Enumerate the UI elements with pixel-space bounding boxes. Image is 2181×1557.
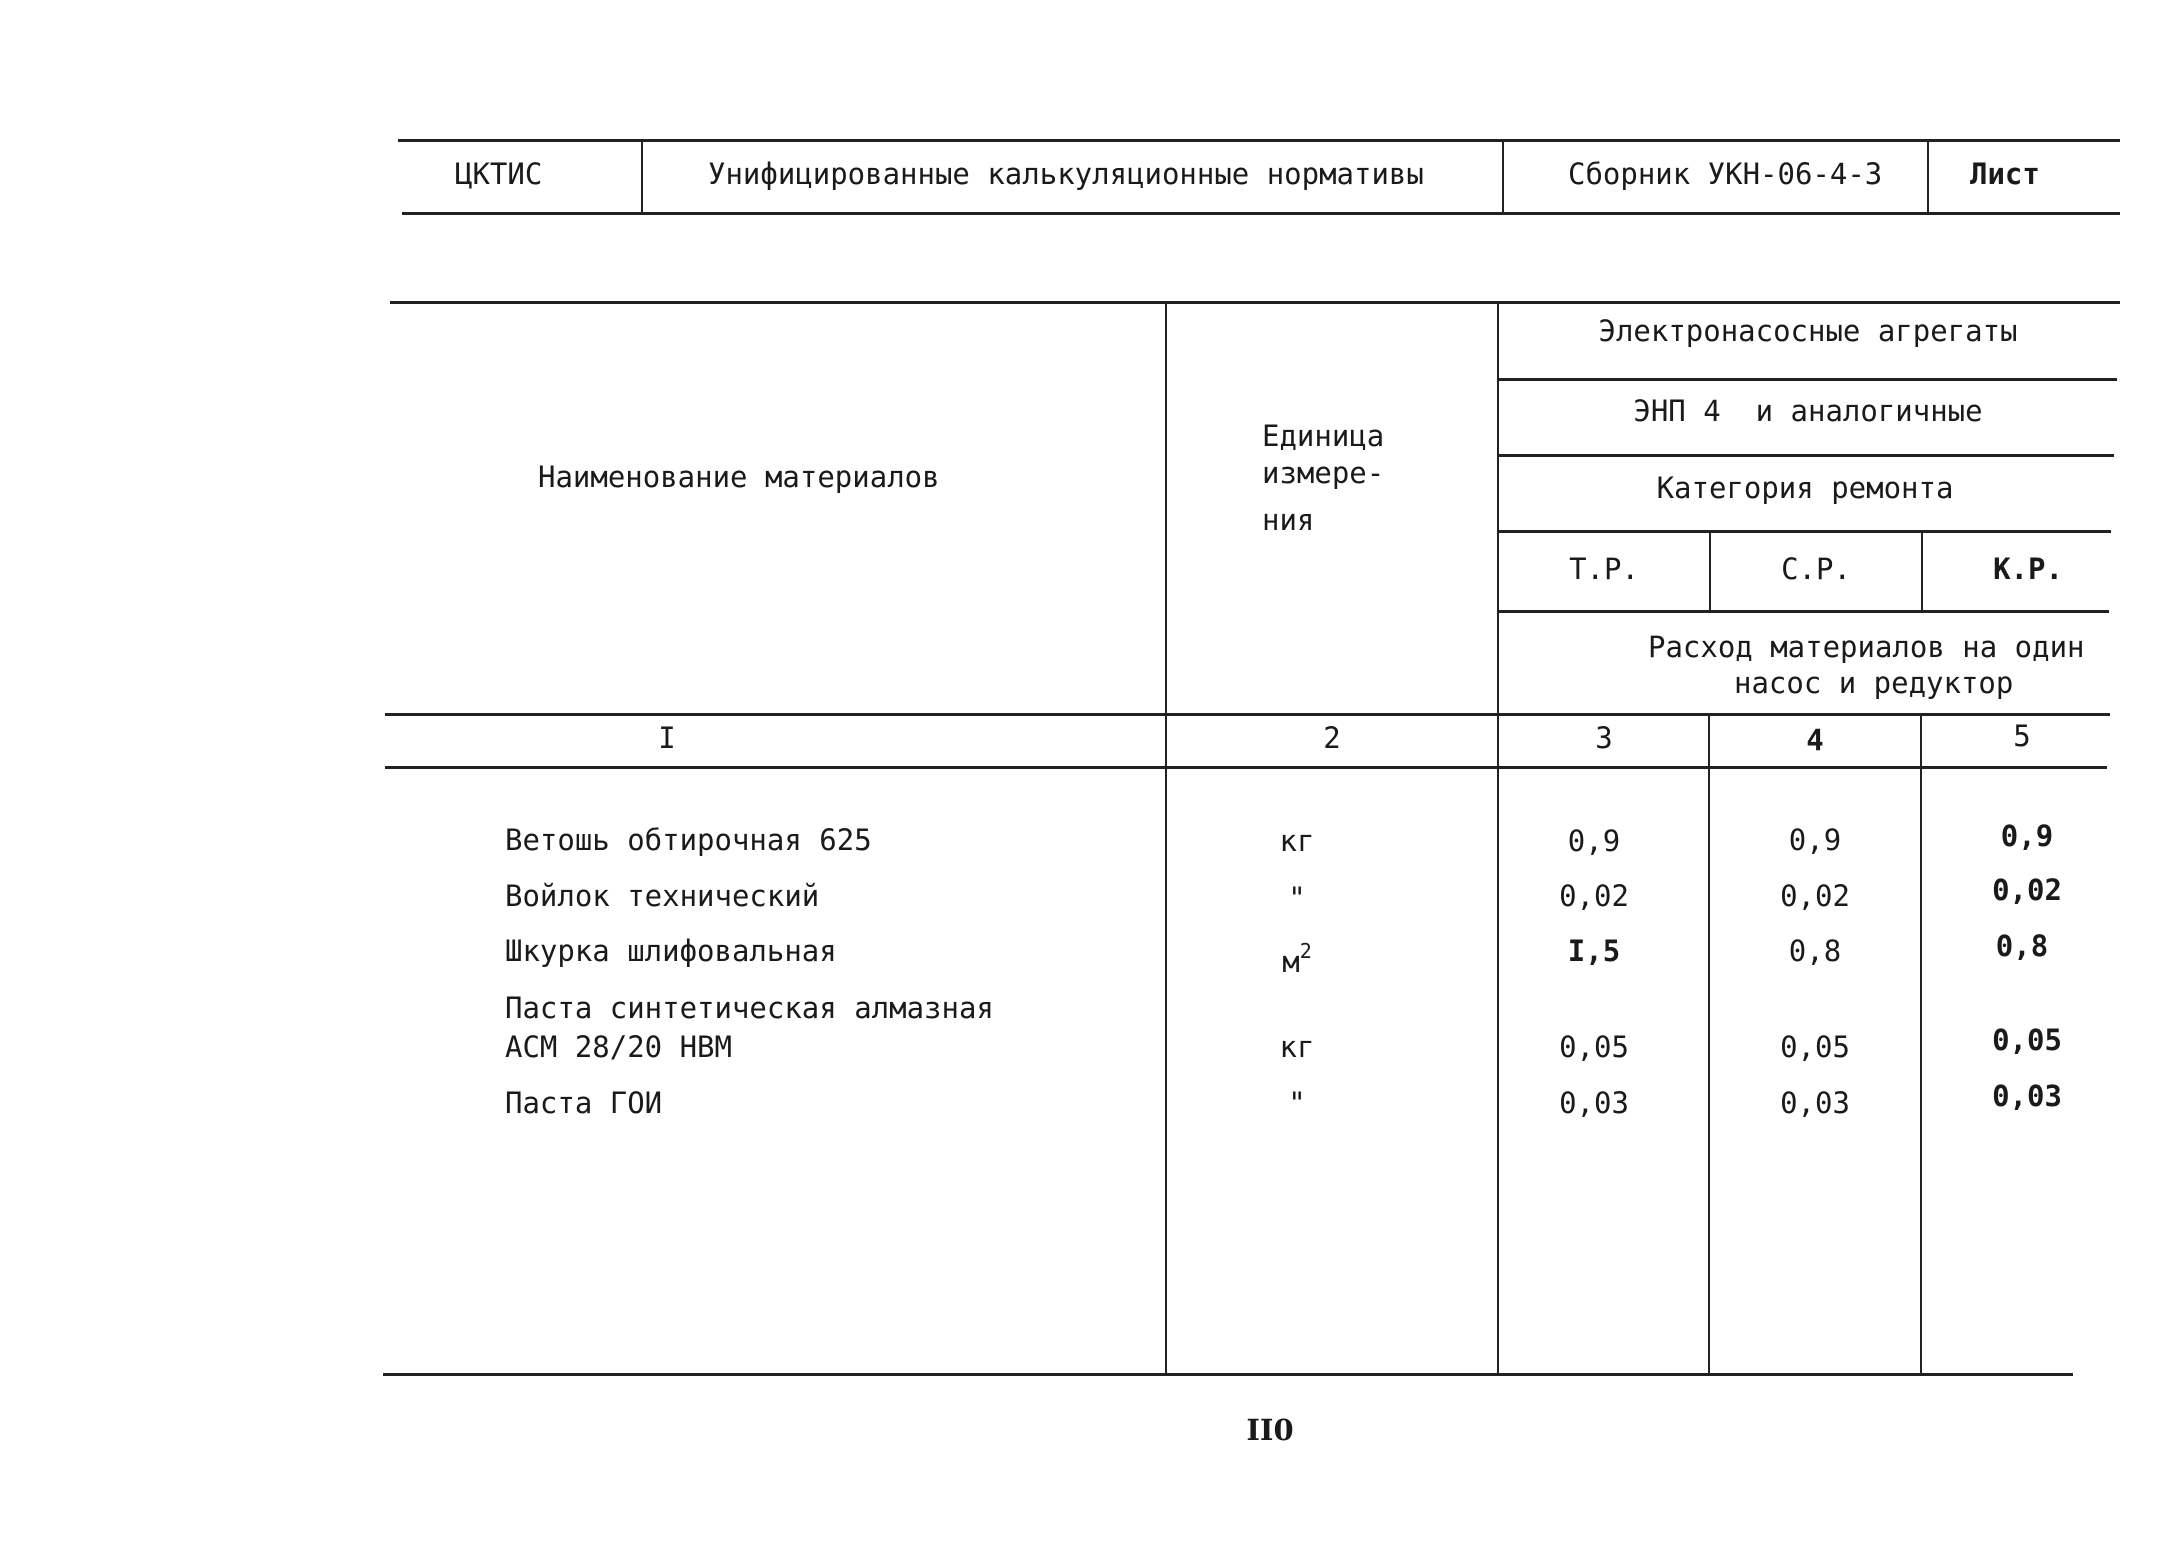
category-sr: С.Р. bbox=[1781, 552, 1851, 586]
material-unit: " bbox=[1288, 881, 1306, 915]
value-sr: 0,02 bbox=[1780, 879, 1850, 913]
consumption-header-line: насос и редуктор bbox=[1734, 666, 2014, 700]
column-number: 2 bbox=[1323, 721, 1341, 755]
table-top-rule bbox=[390, 301, 2120, 304]
column-number: I bbox=[658, 721, 676, 755]
material-unit: " bbox=[1288, 1086, 1306, 1120]
value-sr: 0,9 bbox=[1788, 823, 1842, 857]
category-header: Категория ремонта bbox=[1656, 471, 1954, 505]
category-values-rule bbox=[1499, 610, 2109, 613]
header-bottom-table-rule bbox=[385, 713, 2110, 716]
material-unit: м bbox=[1282, 945, 1300, 979]
col-unit-header-line: ния bbox=[1262, 503, 1315, 537]
material-unit: кг bbox=[1279, 824, 1315, 858]
value-tr: 0,9 bbox=[1567, 824, 1621, 858]
table-bottom-rule bbox=[383, 1373, 2073, 1376]
group-header: Электронасосные агрегаты bbox=[1598, 314, 2018, 348]
model-rule bbox=[1499, 454, 2114, 457]
column-number: 5 bbox=[2013, 719, 2031, 753]
page-number: II0 bbox=[1246, 1413, 1294, 1447]
value-tr: 0,02 bbox=[1559, 879, 1629, 913]
material-name: Паста ГОИ bbox=[505, 1086, 663, 1120]
value-tr: I,5 bbox=[1567, 934, 1621, 968]
material-name: Паста синтетическая алмазная bbox=[505, 991, 994, 1025]
header-title: Унифицированные калькуляционные нормативы bbox=[708, 157, 1424, 191]
consumption-header-line: Расход материалов на один bbox=[1648, 630, 2085, 664]
value-kr: 0,8 bbox=[1995, 929, 2049, 963]
material-name: Войлок технический bbox=[505, 879, 820, 913]
header-collection: Сборник УКН-06-4-3 bbox=[1568, 157, 1883, 191]
material-unit-superscript: 2 bbox=[1299, 939, 1312, 963]
header-org: ЦКТИС bbox=[455, 157, 543, 191]
value-sr: 0,05 bbox=[1780, 1030, 1850, 1064]
value-kr: 0,9 bbox=[2000, 819, 2054, 853]
material-name: Ветошь обтирочная 625 bbox=[505, 823, 872, 857]
column-numbers-rule bbox=[385, 766, 2107, 769]
model-header: ЭНП 4 и аналогичные bbox=[1633, 394, 1983, 428]
header-sheet-label: Лист bbox=[1970, 157, 2040, 191]
category-tr: Т.Р. bbox=[1569, 552, 1639, 586]
category-rule bbox=[1499, 530, 2111, 533]
column-number: 4 bbox=[1806, 723, 1824, 757]
col-unit-header-line: Единица bbox=[1262, 419, 1385, 453]
material-unit: кг bbox=[1279, 1030, 1315, 1064]
col-name-header: Наименование материалов bbox=[538, 460, 940, 494]
material-name: Шкурка шлифовальная bbox=[505, 934, 837, 968]
header-divider bbox=[1927, 139, 1929, 214]
value-kr: 0,02 bbox=[1992, 873, 2062, 907]
column-number: 3 bbox=[1595, 721, 1613, 755]
material-name-line2: АСМ 28/20 НВМ bbox=[505, 1030, 732, 1064]
header-divider bbox=[641, 139, 643, 214]
header-divider bbox=[1502, 139, 1504, 214]
header-bottom-rule bbox=[402, 212, 2120, 215]
value-tr: 0,03 bbox=[1559, 1086, 1629, 1120]
value-kr: 0,03 bbox=[1992, 1079, 2062, 1113]
value-sr: 0,8 bbox=[1788, 934, 1842, 968]
category-kr: К.Р. bbox=[1993, 552, 2063, 586]
value-tr: 0,05 bbox=[1559, 1030, 1629, 1064]
header-top-rule bbox=[398, 139, 2120, 142]
material-unit-cell bbox=[1167, 933, 1427, 980]
value-kr: 0,05 bbox=[1992, 1023, 2062, 1057]
col-unit-header-line: измере- bbox=[1262, 456, 1385, 490]
group-rule bbox=[1499, 378, 2117, 381]
value-sr: 0,03 bbox=[1780, 1086, 1850, 1120]
